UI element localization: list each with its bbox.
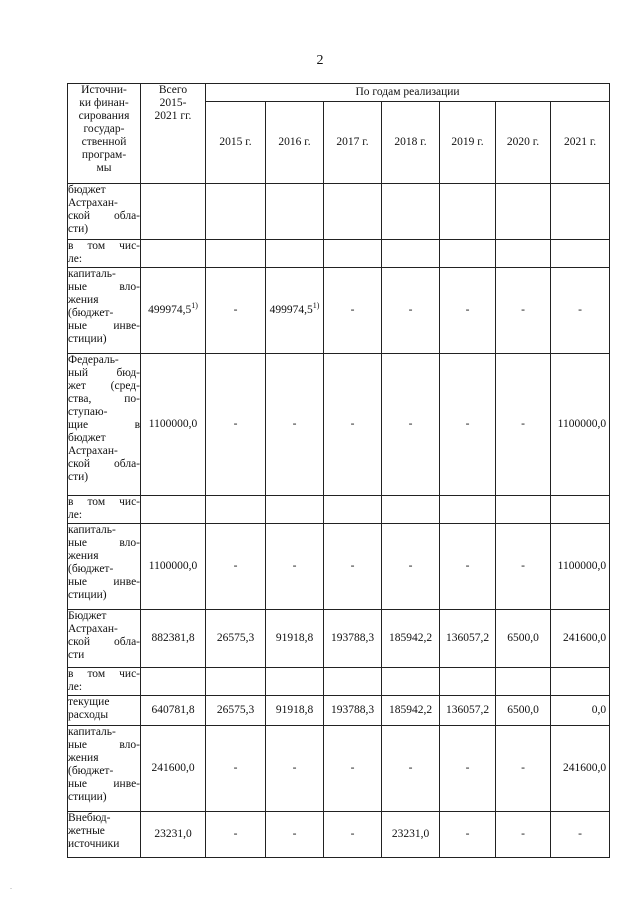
- year-value-cell: [266, 240, 324, 268]
- source-line: ные инве-: [68, 320, 140, 332]
- year-value-cell: 241600,0: [551, 610, 610, 668]
- year-value-cell: -: [324, 268, 382, 354]
- year-value-cell: -: [266, 524, 324, 610]
- year-value-cell: -: [206, 524, 266, 610]
- table-row: [68, 268, 610, 354]
- year-value-cell: [496, 184, 551, 240]
- source-line: ные вло-: [68, 739, 140, 751]
- year-value-cell: -: [206, 268, 266, 354]
- scan-mark: .: [10, 882, 12, 891]
- year-value-cell: -: [324, 354, 382, 496]
- source-line: (бюджет-: [68, 765, 114, 777]
- year-value-cell: 241600,0: [551, 726, 610, 812]
- header-year: 2020 г.: [496, 102, 551, 184]
- source-line: ные инве-: [68, 576, 140, 588]
- header-year: 2018 г.: [382, 102, 440, 184]
- year-value-cell: -: [206, 812, 266, 858]
- source-cell: [68, 726, 141, 812]
- header-by-years: По годам реализации: [206, 84, 610, 102]
- source-cell: [68, 696, 141, 726]
- source-cell: [68, 354, 141, 496]
- source-line: бюджет: [68, 432, 106, 444]
- header-year: 2015 г.: [206, 102, 266, 184]
- year-value-cell: [324, 240, 382, 268]
- year-value-cell: -: [496, 354, 551, 496]
- year-value-cell: [206, 240, 266, 268]
- year-value-cell: [440, 668, 496, 696]
- year-value-cell: -: [266, 726, 324, 812]
- year-value-cell: 91918,8: [266, 696, 324, 726]
- year-value-cell: 193788,3: [324, 610, 382, 668]
- table-row: [68, 496, 610, 524]
- source-line: в том чис-: [68, 496, 140, 508]
- year-value-cell: -: [382, 354, 440, 496]
- year-value-cell: -: [324, 726, 382, 812]
- source-line: стиции): [68, 791, 107, 803]
- year-value-cell: [266, 668, 324, 696]
- source-line: жения: [68, 550, 99, 562]
- source-line: источники: [68, 838, 120, 850]
- year-value-cell: 6500,0: [496, 696, 551, 726]
- total-cell: 640781,8: [141, 696, 206, 726]
- year-value-cell: [496, 668, 551, 696]
- footnote-mark: 1): [312, 301, 320, 311]
- year-value-cell: [206, 184, 266, 240]
- year-value-cell: -: [496, 726, 551, 812]
- source-line: жения: [68, 752, 99, 764]
- table-row: [68, 812, 610, 858]
- table-row: [68, 524, 610, 610]
- source-line: ской обла-: [68, 210, 140, 222]
- year-value-cell: 26575,3: [206, 610, 266, 668]
- year-value-cell: -: [551, 812, 610, 858]
- source-line: в том чис-: [68, 668, 140, 680]
- table-row: [68, 668, 610, 696]
- year-value-cell: 499974,5$^{1)}$: [266, 268, 324, 354]
- header-year: 2019 г.: [440, 102, 496, 184]
- source-line: сти: [68, 649, 85, 661]
- year-value-cell: -: [496, 812, 551, 858]
- year-value-cell: [496, 496, 551, 524]
- year-value-cell: [382, 184, 440, 240]
- year-value-cell: -: [266, 354, 324, 496]
- source-line: сти): [68, 471, 89, 483]
- table-row: [68, 726, 610, 812]
- year-value-cell: 6500,0: [496, 610, 551, 668]
- year-value-cell: [551, 668, 610, 696]
- header-year: 2016 г.: [266, 102, 324, 184]
- source-line: капиталь-: [68, 726, 116, 738]
- source-line: ные вло-: [68, 537, 140, 549]
- source-line: ные инве-: [68, 778, 140, 790]
- source-cell: [68, 610, 141, 668]
- source-cell: [68, 240, 141, 268]
- source-line: ступаю-: [68, 406, 108, 418]
- source-line: бюджет: [68, 184, 106, 196]
- year-value-cell: -: [382, 726, 440, 812]
- year-value-cell: -: [266, 812, 324, 858]
- year-value-cell: -: [551, 268, 610, 354]
- year-value-cell: -: [440, 354, 496, 496]
- year-value-cell: [266, 496, 324, 524]
- year-value-cell: [382, 496, 440, 524]
- source-line: капиталь-: [68, 524, 116, 536]
- source-line: жения: [68, 294, 99, 306]
- source-line: Федераль-: [68, 354, 119, 366]
- year-value-cell: 0,0: [551, 696, 610, 726]
- source-cell: [68, 496, 141, 524]
- year-value-cell: 193788,3: [324, 696, 382, 726]
- header-source: Источни- ки финан- сирования государ- ственной програм- мы: [68, 84, 141, 184]
- header-year: 2017 г.: [324, 102, 382, 184]
- source-line: жетные: [68, 825, 105, 837]
- year-value-cell: -: [382, 268, 440, 354]
- source-line: Внебюд-: [68, 812, 111, 824]
- total-cell: 23231,0: [141, 812, 206, 858]
- source-line: щие в: [68, 419, 140, 431]
- table-row: [68, 354, 610, 496]
- source-line: ской обла-: [68, 458, 140, 470]
- year-value-cell: 185942,2: [382, 610, 440, 668]
- source-line: ле:: [68, 509, 83, 521]
- year-value-cell: [324, 184, 382, 240]
- year-value-cell: 185942,2: [382, 696, 440, 726]
- year-value-cell: -: [496, 524, 551, 610]
- year-value-cell: 91918,8: [266, 610, 324, 668]
- year-value-cell: -: [206, 354, 266, 496]
- source-line: Астрахан-: [68, 623, 118, 635]
- year-value-cell: 1100000,0: [551, 524, 610, 610]
- year-value-cell: [266, 184, 324, 240]
- source-cell: [68, 668, 141, 696]
- year-value-cell: 136057,2: [440, 610, 496, 668]
- source-line: ле:: [68, 253, 83, 265]
- year-value-cell: 23231,0: [382, 812, 440, 858]
- table-row: [68, 184, 610, 240]
- table-row: [68, 240, 610, 268]
- year-value-cell: -: [440, 524, 496, 610]
- total-cell: 882381,8: [141, 610, 206, 668]
- source-line: жет (сред-: [68, 380, 140, 392]
- source-cell: [68, 268, 141, 354]
- year-value-cell: -: [324, 524, 382, 610]
- year-value-cell: -: [440, 268, 496, 354]
- year-value-cell: 1100000,0: [551, 354, 610, 496]
- year-value-cell: -: [440, 726, 496, 812]
- year-value-cell: -: [206, 726, 266, 812]
- header-total: Всего 2015- 2021 гг.: [141, 84, 206, 184]
- total-cell: 1100000,0: [141, 354, 206, 496]
- year-value-cell: [440, 240, 496, 268]
- header-year: 2021 г.: [551, 102, 610, 184]
- year-value-cell: [440, 496, 496, 524]
- source-line: ле:: [68, 681, 83, 693]
- total-cell: [141, 240, 206, 268]
- source-cell: [68, 812, 141, 858]
- total-cell: 499974,5$^{1)}$: [141, 268, 206, 354]
- total-cell: 241600,0: [141, 726, 206, 812]
- table-row: [68, 610, 610, 668]
- source-line: Бюджет: [68, 610, 107, 622]
- year-value-cell: [206, 496, 266, 524]
- total-cell: [141, 668, 206, 696]
- source-line: (бюджет-: [68, 563, 114, 575]
- year-value-cell: [324, 668, 382, 696]
- source-line: капиталь-: [68, 268, 116, 280]
- source-line: Астрахан-: [68, 445, 118, 457]
- year-value-cell: 26575,3: [206, 696, 266, 726]
- source-line: расходы: [68, 709, 109, 721]
- year-value-cell: [324, 496, 382, 524]
- page-number: 2: [316, 53, 324, 68]
- year-value-cell: [382, 668, 440, 696]
- source-line: (бюджет-: [68, 307, 114, 319]
- source-line: сти): [68, 223, 89, 235]
- year-value-cell: -: [440, 812, 496, 858]
- table-row: [68, 696, 610, 726]
- source-line: стиции): [68, 333, 107, 345]
- source-line: Астрахан-: [68, 197, 118, 209]
- year-value-cell: [551, 496, 610, 524]
- source-cell: [68, 184, 141, 240]
- footnote-mark: 1): [191, 301, 198, 311]
- source-line: в том чис-: [68, 240, 140, 252]
- table-body: [68, 184, 610, 858]
- source-line: ный бюд-: [68, 367, 140, 379]
- year-value-cell: -: [496, 268, 551, 354]
- year-value-cell: 136057,2: [440, 696, 496, 726]
- total-cell: [141, 184, 206, 240]
- total-cell: [141, 496, 206, 524]
- year-value-cell: [206, 668, 266, 696]
- budget-table: [67, 83, 610, 858]
- source-cell: [68, 524, 141, 610]
- year-value-cell: [382, 240, 440, 268]
- source-line: стиции): [68, 589, 107, 601]
- source-line: ства, по-: [68, 393, 140, 405]
- source-line: текущие: [68, 696, 110, 708]
- year-value-cell: -: [382, 524, 440, 610]
- source-line: ные вло-: [68, 281, 140, 293]
- year-value-cell: [551, 240, 610, 268]
- year-value-cell: [440, 184, 496, 240]
- year-value-cell: [496, 240, 551, 268]
- total-cell: 1100000,0: [141, 524, 206, 610]
- source-line: ской обла-: [68, 636, 140, 648]
- year-value-cell: -: [324, 812, 382, 858]
- year-value-cell: [551, 184, 610, 240]
